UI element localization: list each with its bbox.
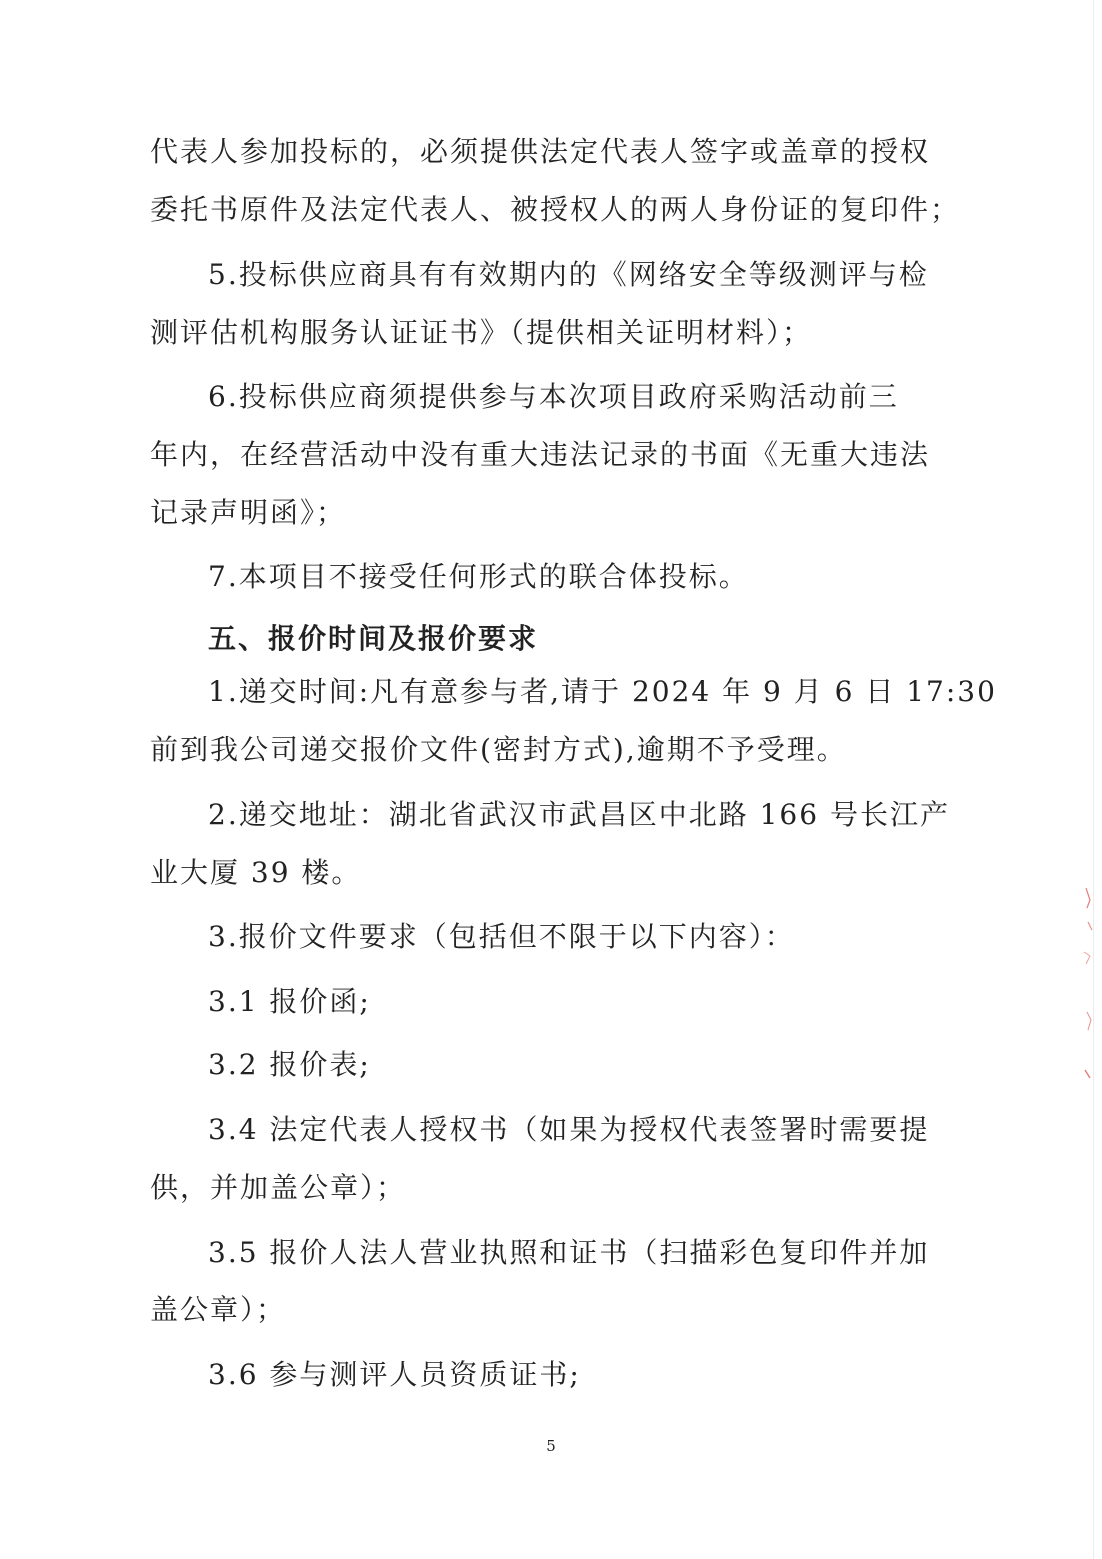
text-line-12: 2.递交地址：湖北省武汉市武昌区中北路 166 号长江产 [208, 798, 950, 831]
text-line-14: 3.报价文件要求（包括但不限于以下内容）： [208, 920, 795, 953]
text-line-2: 委托书原件及法定代表人、被授权人的两人身份证的复印件； [150, 193, 961, 226]
text-line-8: 7.本项目不接受任何形式的联合体投标。 [208, 560, 749, 593]
page-number: 5 [546, 1437, 556, 1455]
text-line-18: 供，并加盖公章）； [150, 1171, 407, 1204]
section-heading: 五、报价时间及报价要求 [208, 622, 539, 655]
scan-edge-line [1093, 0, 1094, 1559]
text-line-16: 3.2 报价表; [208, 1048, 371, 1081]
text-line-7: 记录声明函》； [150, 496, 347, 529]
text-line-17: 3.4 法定代表人授权书（如果为授权代表签署时需要提 [208, 1113, 930, 1146]
text-line-4: 测评估机构服务认证证书》（提供相关证明材料）； [150, 316, 813, 349]
text-line-11: 前到我公司递交报价文件(密封方式),逾期不予受理。 [150, 733, 847, 766]
text-line-13: 业大厦 39 楼。 [150, 856, 362, 889]
text-line-19: 3.5 报价人法人营业执照和证书（扫描彩色复印件并加 [208, 1236, 930, 1269]
text-line-5: 6.投标供应商须提供参与本次项目政府采购活动前三 [208, 380, 899, 413]
text-line-6: 年内，在经营活动中没有重大违法记录的书面《无重大违法 [150, 438, 931, 471]
text-line-3: 5.投标供应商具有有效期内的《网络安全等级测评与检 [208, 258, 929, 291]
text-line-10: 1.递交时间:凡有意参与者,请于 2024 年 9 月 6 日 17:30 [208, 675, 997, 708]
text-line-15: 3.1 报价函; [208, 985, 371, 1018]
text-line-1: 代表人参加投标的，必须提供法定代表人签字或盖章的授权 [150, 135, 931, 168]
text-line-21: 3.6 参与测评人员资质证书; [208, 1358, 581, 1391]
text-line-20: 盖公章）； [150, 1293, 287, 1326]
